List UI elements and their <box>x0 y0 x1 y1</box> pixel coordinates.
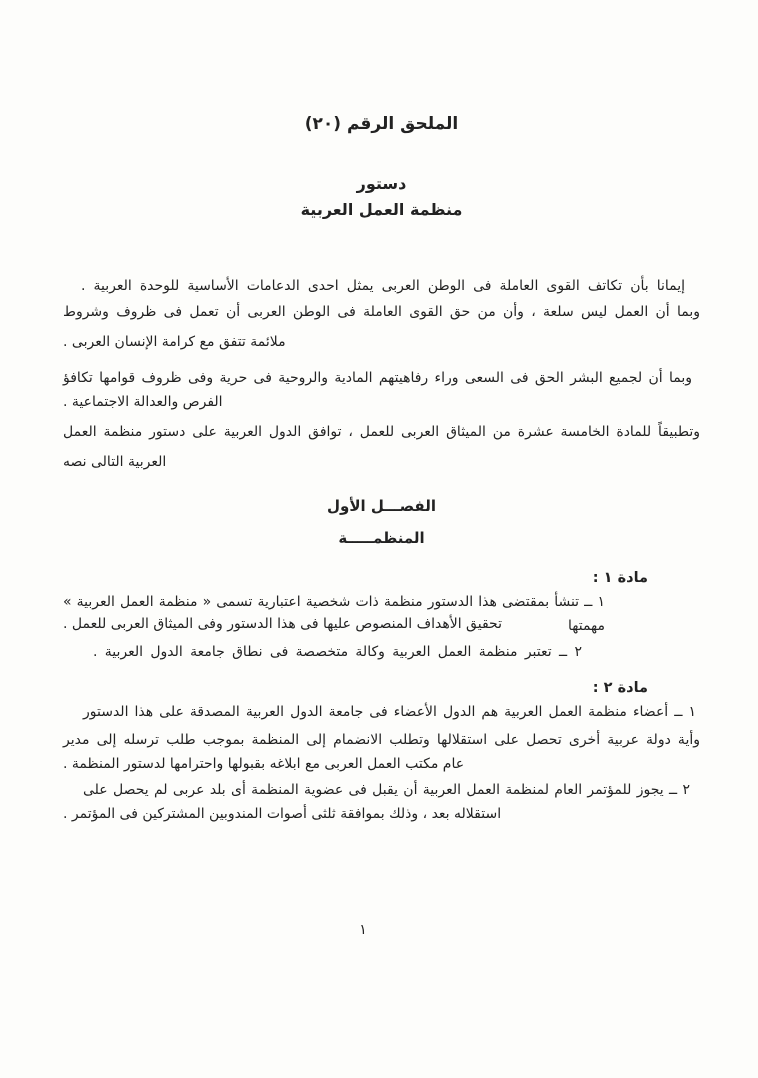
article-1-item-1-line-2: تحقيق الأهداف المنصوص عليها فى هذا الدستور وفى الميثاق العربى للعمل . <box>63 616 502 632</box>
article-1-heading: مادة ١ : <box>592 570 648 586</box>
preamble-paragraph-3-line-2: الفرص والعدالة الاجتماعية . <box>63 394 223 410</box>
chapter-one-subheading: المنظمـــــة <box>338 529 425 547</box>
appendix-number-heading: الملحق الرقم (٢٠) <box>304 114 459 134</box>
document-title: دستور <box>356 174 407 193</box>
page-number: ١ <box>359 922 367 938</box>
preamble-paragraph-3-line-1: وبما أن لجميع البشر الحق فى السعى وراء رفاهيتهم المادية والروحية فى حرية وفى ظروف قوامها تكافؤ <box>63 370 692 386</box>
preamble-paragraph-1: إيمانا بأن تكاتف القوى العاملة فى الوطن العربى يمثل احدى الدعامات الأساسية للوحدة العربية . <box>81 278 685 294</box>
article-2-item-2-line-2: استقلاله بعد ، وذلك بموافقة ثلثى أصوات المندوبين المشتركين فى المؤتمر . <box>63 806 502 822</box>
chapter-one-heading: الفصـــل الأول <box>327 497 436 515</box>
preamble-paragraph-2-line-1: وبما أن العمل ليس سلعة ، وأن من حق القوى العاملة فى الوطن العربى أن تعمل فى ظروف وشروط <box>63 304 700 320</box>
article-2-heading: مادة ٢ : <box>592 680 648 696</box>
article-1-item-2-line-1: ٢ ــ تعتبر منظمة العمل العربية وكالة متخصصة فى نطاق جامعة الدول العربية . <box>93 644 582 660</box>
article-2-item-1-line-3: عام مكتب العمل العربى مع ابلاغه بقبولها واحترامها لدستور المنظمة . <box>63 756 465 772</box>
preamble-paragraph-2-line-2: ملائمة تتفق مع كرامة الإنسان العربى . <box>63 334 286 350</box>
article-1-item-1-line-1: ١ ــ تنشأ بمقتضى هذا الدستور منظمة ذات شخصية اعتبارية تسمى « منظمة العمل العربية » مهمتها <box>63 594 605 634</box>
preamble-paragraph-4-line-2: العربية التالى نصه <box>63 454 167 470</box>
document-subtitle: منظمة العمل العربية <box>300 200 463 219</box>
preamble-paragraph-4-line-1: وتطبيقاً للمادة الخامسة عشرة من الميثاق العربى للعمل ، توافق الدول العربية على دستور منظمة العمل <box>63 424 700 440</box>
article-2-item-1-line-1: ١ ــ أعضاء منظمة العمل العربية هم الدول الأعضاء فى جامعة الدول العربية المصدقة على هذا الدستور <box>83 704 696 720</box>
article-2-item-2-line-1: ٢ ــ يجوز للمؤتمر العام لمنظمة العمل العربية أن يقبل فى عضوية المنظمة أى بلد عربى لم يحصل على <box>83 782 690 798</box>
article-2-item-1-line-2: وأية دولة عربية أخرى تحصل على استقلالها وتطلب الانضمام إلى المنظمة بموجب طلب ترسله إلى مدير <box>63 732 700 748</box>
